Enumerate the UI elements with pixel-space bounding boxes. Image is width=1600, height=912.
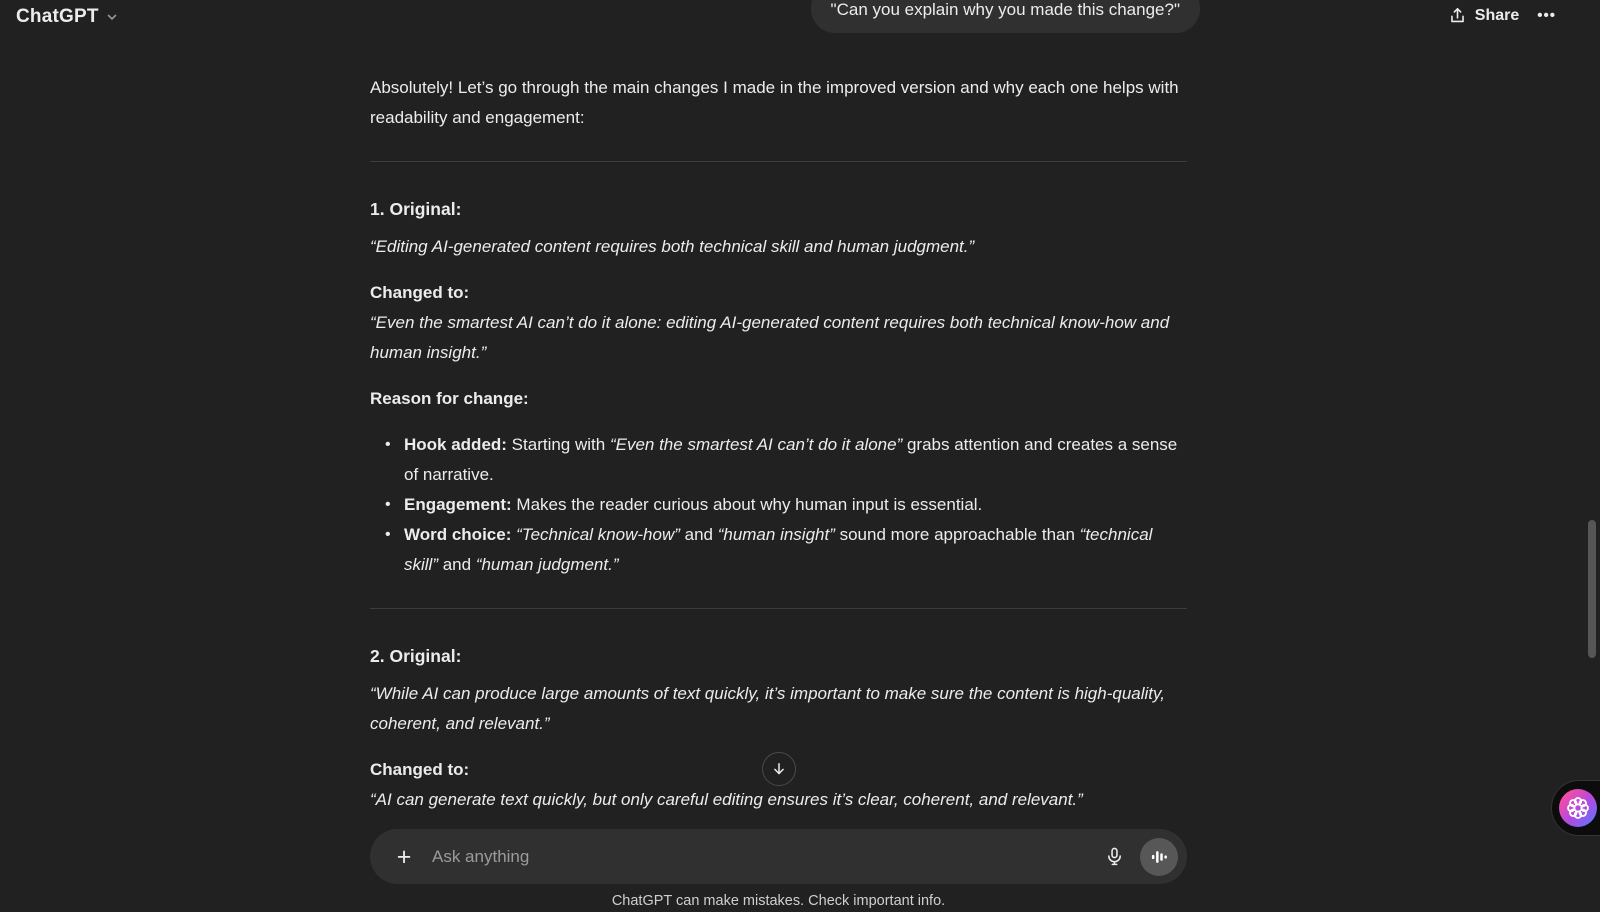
model-switcher[interactable] [16, 6, 119, 28]
extension-flower-icon [1559, 789, 1597, 827]
app-title: ChatGPT [16, 6, 99, 27]
section-2-changed-quote: “AI can generate text quickly, but only careful editing ensures it’s clear, coherent, and relevant.” [370, 790, 1083, 809]
dictate-button[interactable] [1096, 839, 1132, 875]
user-message-bubble: "Can you explain why you made this change?" [811, 0, 1200, 33]
chevron-down-icon [105, 10, 119, 24]
changed-to-label: Changed to: [370, 283, 470, 302]
intro-paragraph: Absolutely! Let’s go through the main changes I made in the improved version and why each one helps with readability and engagement: [370, 78, 1179, 127]
reason-bullet-list [370, 430, 1187, 580]
microphone-icon [1104, 846, 1125, 867]
list-item: • Hook added: Starting with “Even the smartest AI can’t do it alone” grabs attention and creates a sense of narrative. [370, 430, 1187, 490]
scrollbar-thumb[interactable] [1588, 520, 1596, 658]
section-1-original-quote: “Editing AI-generated content requires both technical skill and human judgment.” [370, 237, 975, 256]
share-button[interactable] [1448, 6, 1519, 25]
divider [370, 608, 1187, 609]
disclaimer-text: ChatGPT can make mistakes. Check important info. [611, 893, 946, 909]
extension-chip[interactable] [1551, 780, 1600, 836]
section-1-changed-quote: “Even the smartest AI can’t do it alone: editing AI-generated content requires both technical know-how and human insight.” [370, 313, 1170, 362]
section-1-changed [370, 278, 1187, 368]
more-options-button[interactable]: ••• [1537, 7, 1556, 24]
section-1-heading: 1. Original: [370, 199, 462, 219]
chat-input[interactable] [422, 847, 1096, 867]
waveform-icon [1149, 847, 1169, 867]
section-2-original-quote: “While AI can produce large amounts of text quickly, it’s important to make sure the content is high-quality, coherent, and relevant.” [370, 684, 1165, 733]
attach-plus-button[interactable]: + [386, 839, 422, 875]
voice-mode-button[interactable] [1140, 838, 1178, 876]
share-icon [1448, 6, 1467, 25]
assistant-response [370, 73, 1187, 831]
scroll-to-bottom-button[interactable] [762, 752, 796, 786]
list-item: • Engagement: Makes the reader curious about why human input is essential. [370, 490, 1187, 520]
arrow-down-icon [770, 760, 788, 778]
composer-bar [370, 829, 1187, 884]
share-label: Share [1474, 6, 1520, 24]
changed-to-label: Changed to: [370, 760, 470, 779]
header-actions [1448, 6, 1556, 25]
list-item: • Word choice: “Technical know-how” and “human insight” sound more approachable than “technical skill” and “human judgment.” [370, 520, 1187, 580]
reason-for-change-label: Reason for change: [370, 389, 529, 408]
section-2-heading: 2. Original: [370, 646, 462, 666]
divider [370, 161, 1187, 162]
